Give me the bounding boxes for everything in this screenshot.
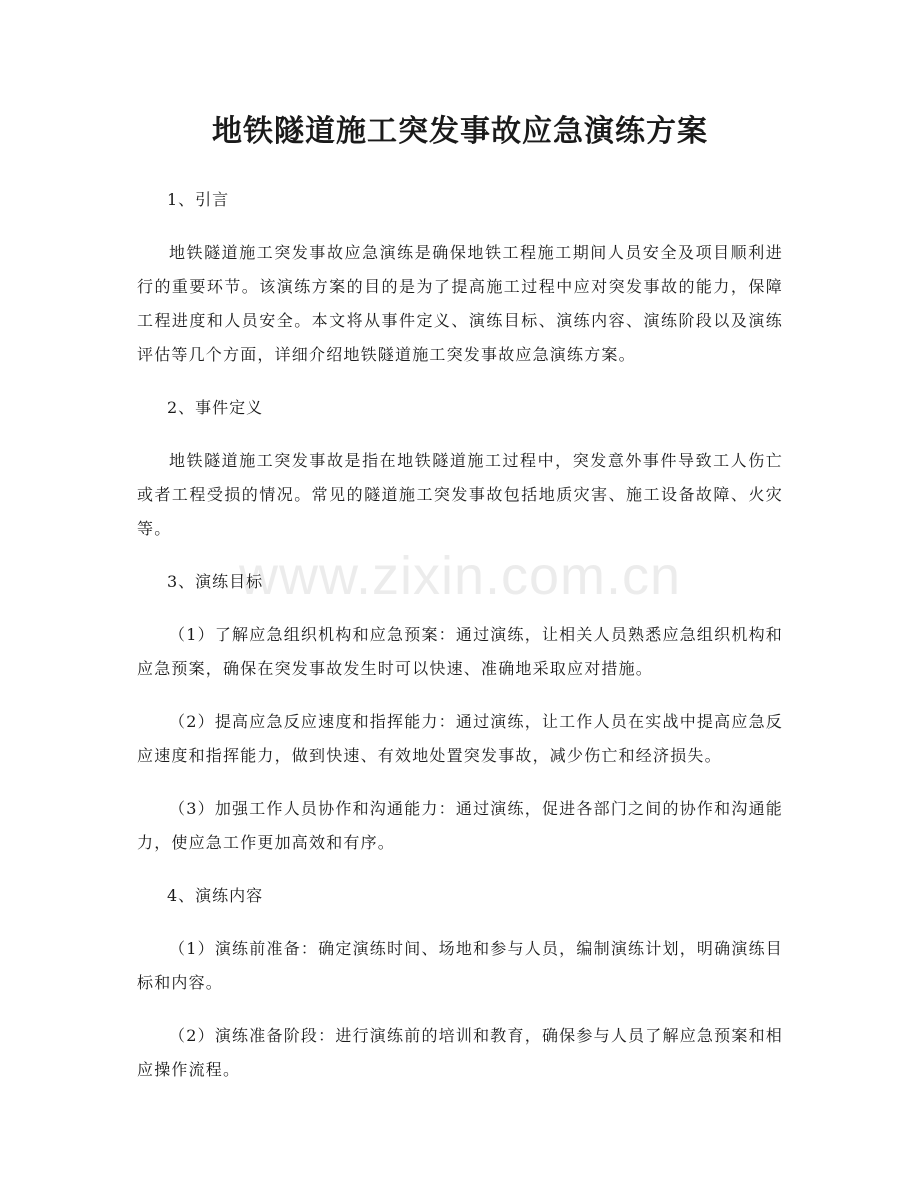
- paragraph: （2）演练准备阶段：进行演练前的培训和教育，确保参与人员了解应急预案和相应操作流程。: [137, 1026, 783, 1079]
- paragraph: （2）提高应急反应速度和指挥能力：通过演练，让工作人员在实战中提高应急反应速度和指挥能力，做到快速、有效地处置突发事故，减少伤亡和经济损失。: [137, 712, 783, 765]
- paragraph: （1）了解应急组织机构和应急预案：通过演练，让相关人员熟悉应急组织机构和应急预案，确保在突发事故发生时可以快速、准确地采取应对措施。: [137, 625, 783, 678]
- paragraph: 地铁隧道施工突发事故是指在地铁隧道施工过程中，突发意外事件导致工人伤亡或者工程受损的情况。常见的隧道施工突发事故包括地质灾害、施工设备故障、火灾等。: [137, 451, 783, 538]
- section-heading-drill-content: 4、演练内容: [167, 886, 264, 905]
- paragraph: （3）加强工作人员协作和沟通能力：通过演练，促进各部门之间的协作和沟通能力，使应急工作更加高效和有序。: [137, 799, 783, 852]
- document-body: [137, 183, 783, 1087]
- section-heading-intro: 1、引言: [167, 190, 230, 209]
- watermark: www.zixin.com.cn: [238, 546, 682, 606]
- paragraph: 地铁隧道施工突发事故应急演练是确保地铁工程施工期间人员安全及项目顺利进行的重要环节。该演练方案的目的是为了提高施工过程中应对突发事故的能力，保障工程进度和人员安全。本文将从事件定义、演练目标、演练内容、演练阶段以及演练评估等几个方面，详细介绍地铁隧道施工突发事故应急演练方案。: [137, 243, 783, 364]
- document-title: 地铁隧道施工突发事故应急演练方案: [212, 114, 708, 149]
- paragraph: （1）演练前准备：确定演练时间、场地和参与人员，编制演练计划，明确演练目标和内容。: [137, 939, 783, 992]
- section-heading-drill-goals: 3、演练目标: [167, 572, 264, 591]
- section-heading-event-definition: 2、事件定义: [167, 398, 264, 417]
